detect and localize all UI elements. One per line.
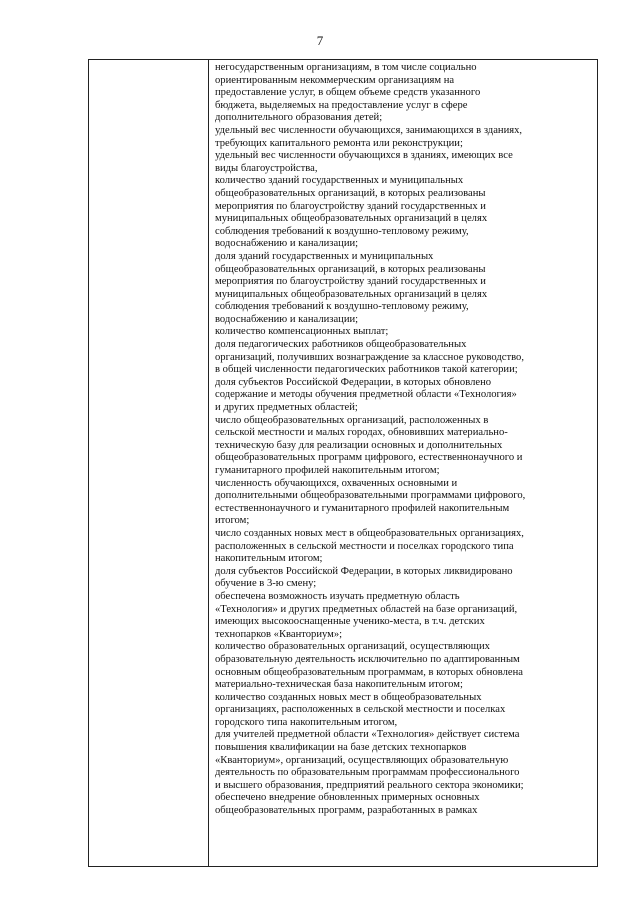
text-line: «Технология» и других предметных областей на базе организаций,: [215, 603, 518, 615]
text-line: доля зданий государственных и муниципальных: [215, 250, 434, 262]
text-line: доля субъектов Российской Федерации, в которых ликвидировано: [215, 565, 513, 577]
text-line: количество компенсационных выплат;: [215, 326, 389, 338]
text-line: технопарков «Кванториум»;: [215, 628, 343, 640]
text-line: накопительным итогом;: [215, 553, 323, 565]
text-line: количество созданных новых мест в общеобразовательных: [215, 691, 482, 703]
text-line: число общеобразовательных организаций, расположенных в: [215, 414, 489, 426]
text-line: «Кванториум», организаций, осуществляющих образовательную: [215, 754, 509, 766]
page-number: 7: [316, 33, 324, 48]
text-line: водоснабжению и канализации;: [215, 238, 359, 250]
text-line: материально-техническая база накопительным итогом;: [215, 679, 463, 691]
text-line: основным общеобразовательным программам, в которых обновлена: [215, 666, 523, 678]
text-line: общеобразовательных программ цифрового, естественнонаучного и: [215, 452, 523, 464]
text-line: виды благоустройства,: [215, 162, 318, 174]
text-line: имеющих высокооснащенные ученико-места, в т.ч. детских: [215, 616, 485, 628]
text-line: муниципальных общеобразовательных организаций в целях: [215, 288, 488, 300]
text-line: организаций, получивших вознаграждение за классное руководство,: [215, 351, 524, 363]
text-line: ориентированным некоммерческим организациям на: [215, 74, 455, 86]
text-line: расположенных в сельской местности и поселках городского типа: [215, 540, 514, 552]
text-line: и высшего образования, предприятий реального сектора экономики;: [215, 779, 524, 791]
text-line: бюджета, выделяемых на предоставление услуг в сфере: [215, 99, 468, 111]
text-line: организациях, расположенных в сельской местности и поселках: [215, 704, 506, 716]
text-line: муниципальных общеобразовательных организаций в целях: [215, 213, 488, 225]
text-line: количество образовательных организаций, осуществляющих: [215, 641, 490, 653]
text-line: содержание и методы обучения предметной области «Технология»: [215, 389, 517, 401]
text-line: обеспечена возможность изучать предметную область: [215, 590, 460, 602]
text-line: общеобразовательных программ, разработанных в рамках: [215, 805, 478, 817]
text-line: общеобразовательных организаций, в которых реализованы: [215, 263, 486, 275]
text-line: обеспечено внедрение обновленных примерных основных: [215, 792, 480, 804]
text-line: итогом;: [215, 515, 250, 527]
table-text-cell: [209, 60, 597, 866]
text-line: техническую базу для реализации основных и дополнительных: [215, 439, 503, 451]
text-line: городского типа накопительным итогом,: [215, 716, 398, 728]
text-line: образовательную деятельность исключительно по адаптированным: [215, 653, 520, 665]
text-line: доля субъектов Российской Федерации, в которых обновлено: [215, 376, 492, 388]
text-line: негосударственным организациям, в том числе социально: [215, 62, 477, 73]
text-line: общеобразовательных организаций, в которых реализованы: [215, 187, 486, 199]
table-left-column: [89, 60, 209, 866]
text-line: доля педагогических работников общеобразовательных: [215, 339, 467, 351]
document-table: [88, 59, 598, 867]
text-line: дополнительными общеобразовательными программами цифрового,: [215, 490, 526, 502]
text-line: численность обучающихся, охваченных основными и: [215, 477, 458, 489]
text-line: для учителей предметной области «Технология» действует система: [215, 729, 520, 741]
text-line: удельный вес численности обучающихся в зданиях, имеющих все: [215, 150, 513, 162]
text-line: предоставление услуг, в общем объеме средств указанного: [215, 87, 481, 99]
text-line: гуманитарного профилей накопительным итогом;: [215, 465, 440, 476]
text-line: дополнительного образования детей;: [215, 112, 383, 124]
text-line: водоснабжению и канализации;: [215, 313, 359, 325]
text-line: мероприятия по благоустройству зданий государственных и: [215, 200, 486, 212]
text-line: удельный вес численности обучающихся, занимающихся в зданиях,: [215, 124, 523, 136]
text-line: количество зданий государственных и муниципальных: [215, 175, 464, 187]
text-line: и других предметных областей;: [215, 402, 358, 414]
text-line: мероприятия по благоустройству зданий государственных и: [215, 276, 486, 288]
text-line: естественнонаучного и гуманитарного профилей накопительным: [215, 502, 510, 514]
text-line: соблюдения требований к воздушно-тепловому режиму,: [215, 301, 469, 313]
text-line: повышения квалификации на базе детских технопарков: [215, 742, 467, 754]
text-line: в общей численности педагогических работников такой категории;: [215, 364, 518, 376]
text-line: обучение в 3-ю смену;: [215, 578, 317, 590]
text-line: соблюдения требований к воздушно-тепловому режиму,: [215, 225, 469, 237]
text-line: деятельность по образовательным программам профессионального: [215, 767, 520, 779]
text-line: число созданных новых мест в общеобразовательных организациях,: [215, 527, 524, 539]
text-line: требующих капитального ремонта или реконструкции;: [215, 137, 463, 149]
text-line: сельской местности и малых городах, обновивших материально-: [215, 427, 508, 439]
